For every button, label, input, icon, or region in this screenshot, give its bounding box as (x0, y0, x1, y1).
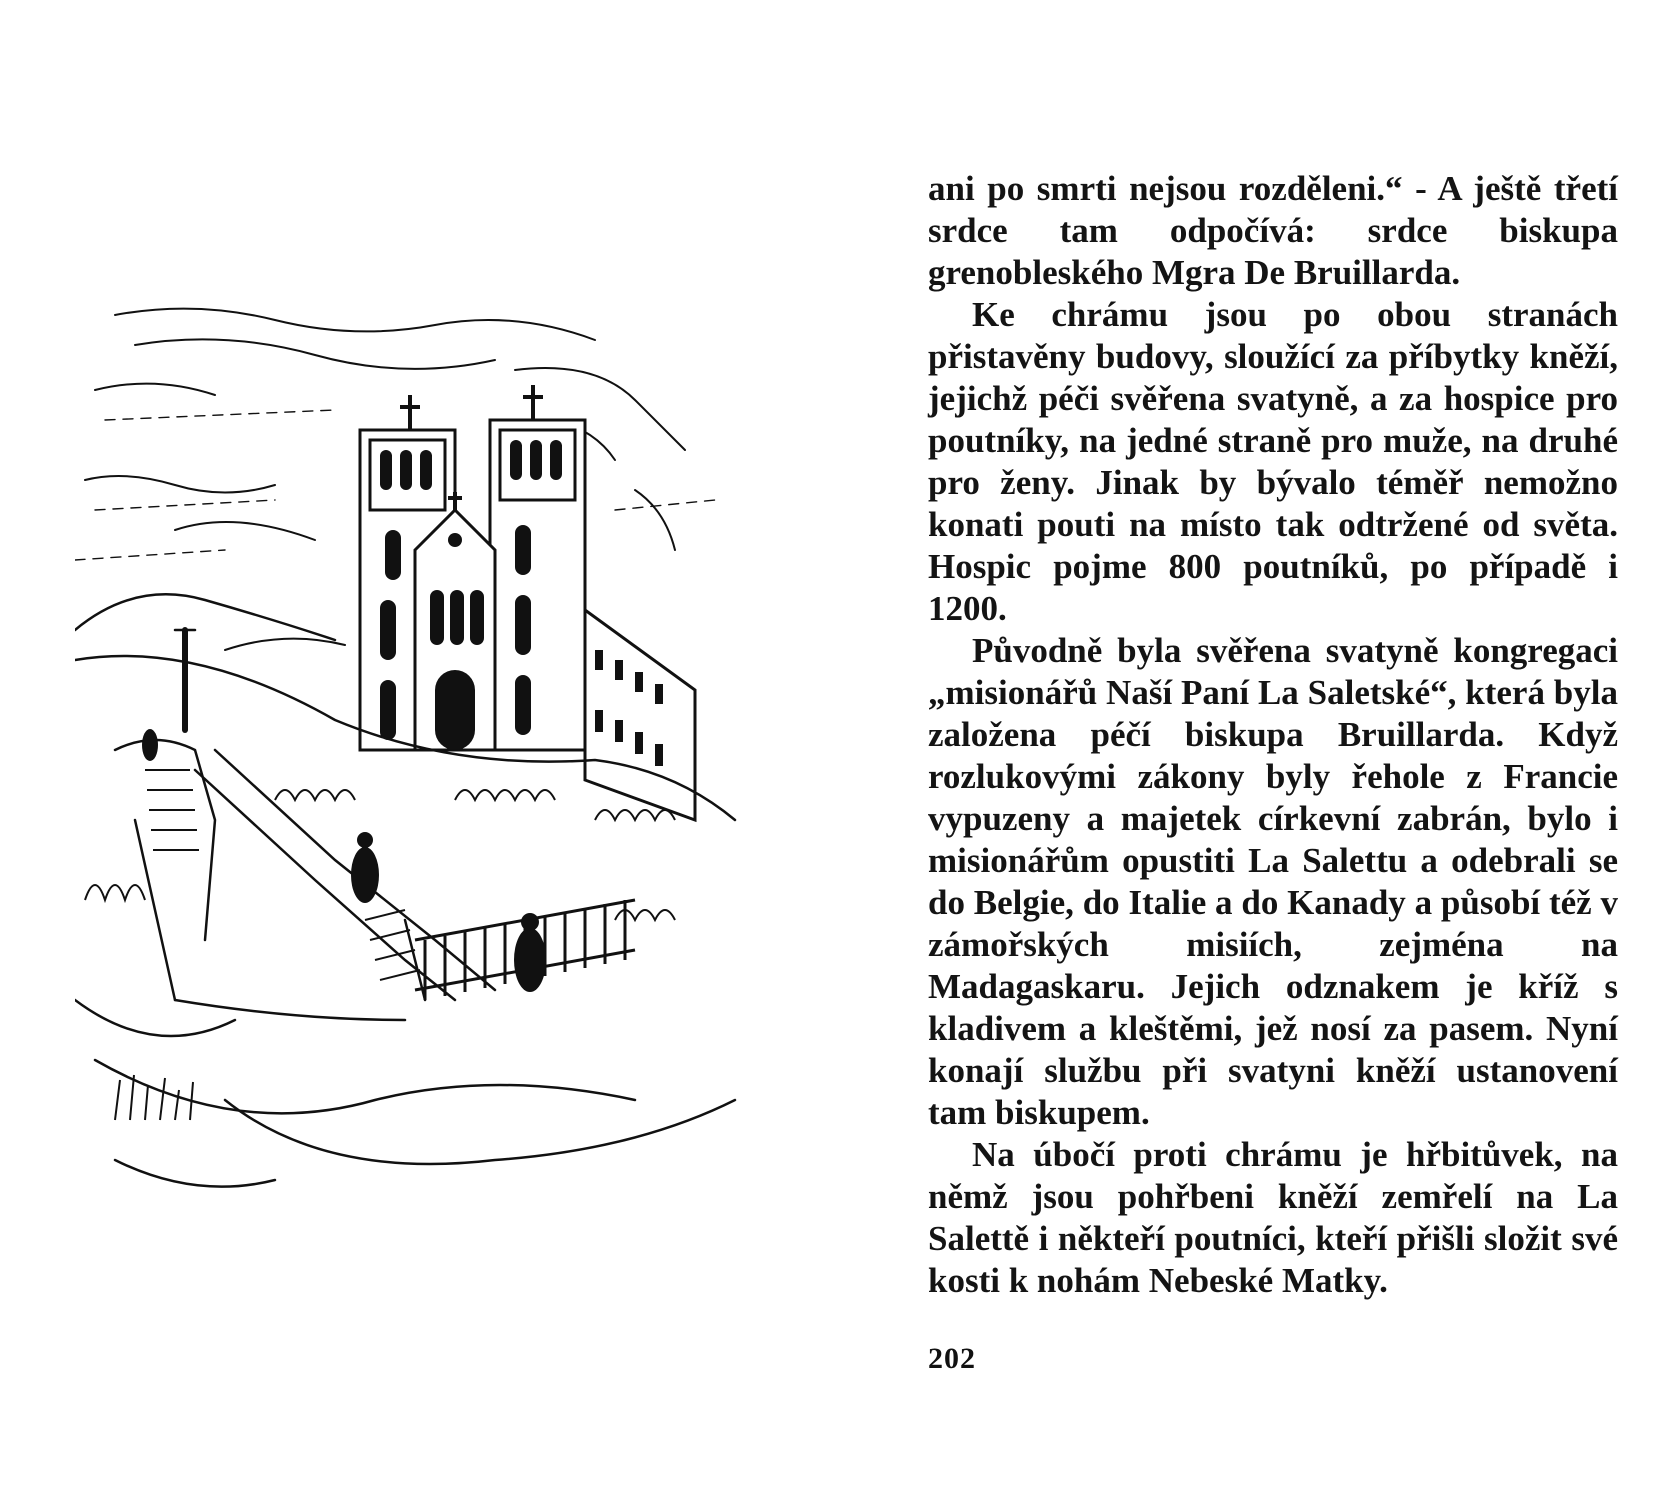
church-engraving-icon (75, 300, 775, 1230)
paragraph-2: Ke chrámu jsou po obou stranách přistavěny budovy, sloužící za příbytky kněží, jejichž péči svěřena svatyně, a za hospice pro poutníky, na jedné straně pro muže, na druhé pro ženy. Jinak by bývalo téměř nemožno konati pouti na místo tak odtržené od světa. Hospic pojme 800 poutníků, po případě i 1200. (928, 295, 1618, 628)
church-illustration (75, 300, 775, 1230)
paragraph-3: Původně byla svěřena svatyně kongregaci „misionářů Naší Paní La Saletské“, která byla založena péčí biskupa Bruillarda. Když rozlukovými zákony byly řehole z Francie vypuzeny a majetek církevní zabrán, bylo i misionářům opustiti La Salettu a odebrali se do Belgie, do Italie a do Kanady a působí též v zámořských misiích, zejména na Madagaskaru. Jejich odznakem je kříž s kladivem a kleštěmi, jež nosí za pasem. Nyní konají službu při svatyni kněží ustanovení tam biskupem. (928, 631, 1618, 1132)
page-number: 202 (928, 1342, 976, 1375)
text-column (928, 168, 1618, 1302)
paragraph-1: ani po smrti nejsou rozděleni.“ - A ještě třetí srdce tam odpočívá: srdce biskupa grenobleského Mgra De Bruillarda. (928, 169, 1618, 292)
paragraph-4: Na úbočí proti chrámu je hřbitůvek, na němž jsou pohřbeni kněží zemřelí na La Salettě i někteří poutníci, kteří přišli složit své kosti k nohám Nebeské Matky. (928, 1135, 1618, 1300)
